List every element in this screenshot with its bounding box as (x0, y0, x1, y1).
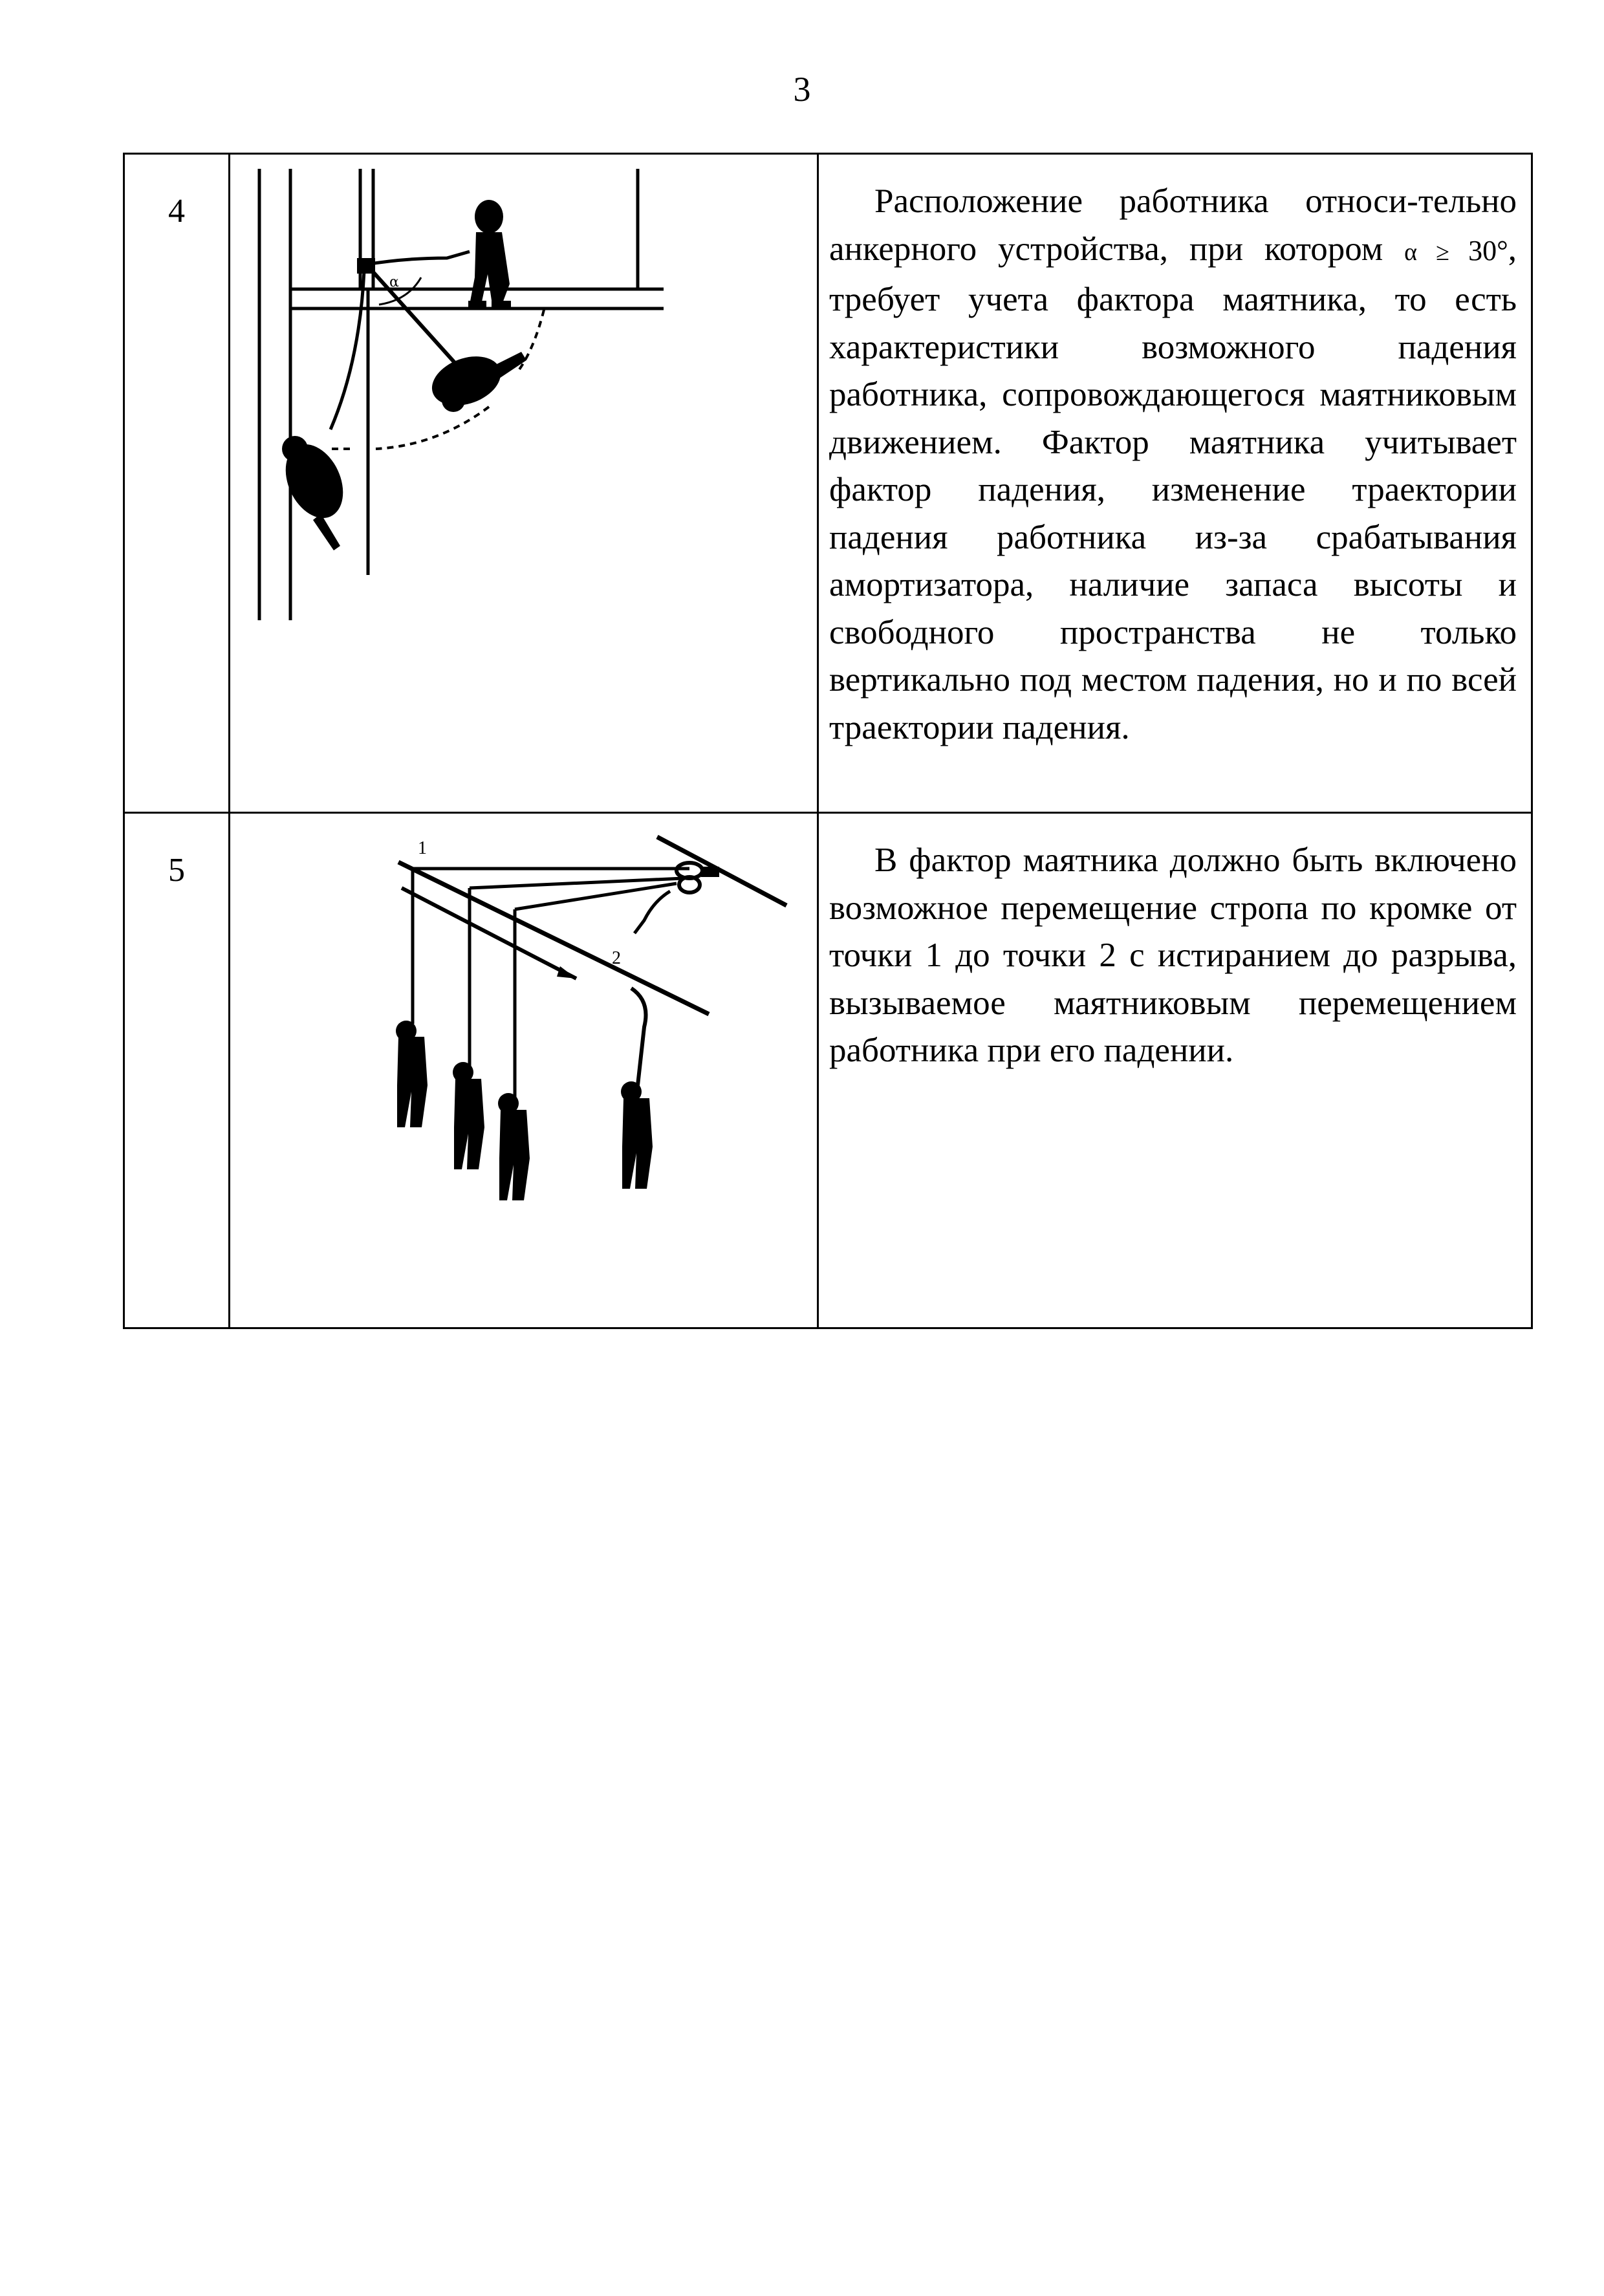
falling-worker-figure (274, 435, 354, 550)
row-description (829, 178, 1517, 752)
alpha-label: α (389, 274, 399, 290)
description-cell (818, 813, 1532, 1328)
table-row (124, 813, 1532, 1328)
description-text: Расположение работника относи-тельно анкерного устройства, при котором (829, 182, 1517, 268)
row-number: 5 (168, 852, 185, 889)
table-row (124, 154, 1532, 813)
pendulum-factor-table (123, 153, 1533, 1329)
row-number-cell (124, 813, 230, 1328)
falling-worker-figure (425, 347, 526, 414)
arrow-head (557, 966, 576, 979)
row-description: В фактор маятника должно быть включено возможное перемещение стропа по кромке от точки 1 до точки 2 с истиранием до разрыва, вызываемое маятниковым перемещением работника при его падении. (829, 841, 1517, 1069)
point-1-label: 1 (418, 838, 427, 858)
row-number-cell (124, 154, 230, 813)
pendulum-fall-illustration (230, 155, 817, 775)
movement-arrow (402, 888, 576, 979)
description-text: , требует учета фактора маятника, то есть характеристики возможного падения работника, сопровождающегося маятниковым движением. Фактор маятника учитывает фактор падения, изменение траектории падения работника из-за срабатывания амортизатора, наличие запаса высоты и свободного пространства не только вертикально под местом падения, но и по всей траектории падения. (829, 230, 1517, 746)
angle-value: 30° (1468, 234, 1508, 266)
hanging-worker-figure (498, 1093, 530, 1200)
point-2-label: 2 (612, 948, 621, 968)
page-number: 3 (793, 70, 811, 109)
hanging-worker-figure (453, 1062, 484, 1169)
lanyard-edge-illustration (230, 814, 817, 1291)
row-number: 4 (168, 193, 185, 230)
illustration-cell (230, 154, 818, 813)
description-cell (818, 154, 1532, 813)
hanging-worker-figure (396, 1021, 428, 1127)
hanging-worker-figure (621, 1081, 653, 1189)
illustration-cell (230, 813, 818, 1328)
alpha-symbol: α (1404, 238, 1418, 266)
standing-worker-figure (468, 200, 511, 307)
geq-symbol: ≥ (1417, 238, 1469, 266)
anchor-plate (701, 867, 719, 877)
